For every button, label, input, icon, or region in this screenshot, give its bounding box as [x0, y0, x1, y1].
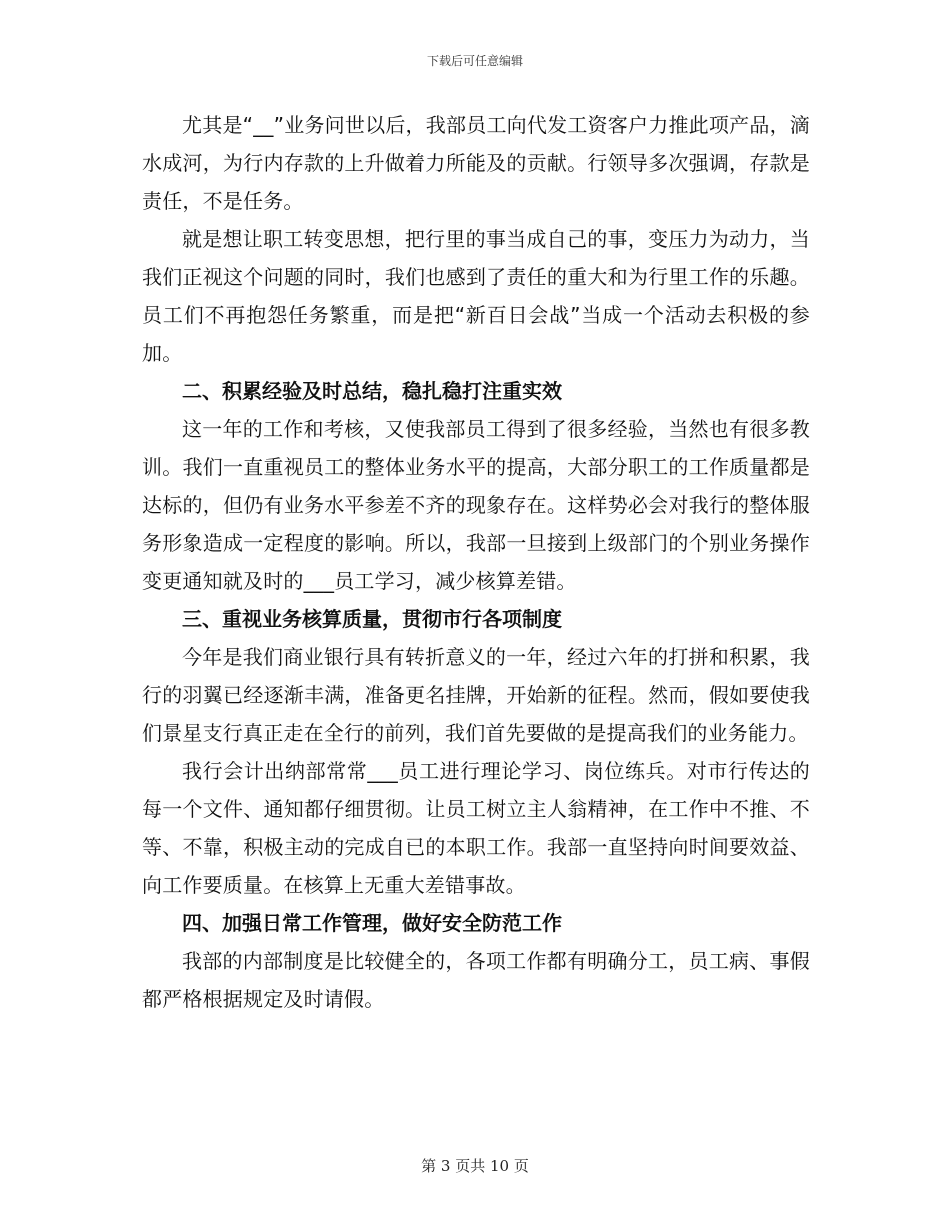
section-heading-3: 三、重视业务核算质量，贯彻市行各项制度	[182, 607, 562, 631]
paragraph-1: 尤其是“__”业务问世以后，我部员工向代发工资客户力推此项产品，滴水成河，为行内存款的上升做着力所能及的贡献。行领导多次强调，存款是责任，不是任务。	[142, 113, 810, 213]
page-header: 下载后可任意编辑	[426, 54, 523, 68]
paragraph-6: 我部的内部制度是比较健全的，各项工作都有明确分工，员工病、事假都严格根据规定及时请假。	[142, 949, 810, 1011]
document-body	[142, 106, 810, 1018]
page-footer: 第 3 页共 10 页	[421, 1157, 529, 1175]
section-heading-2: 二、积累经验及时总结，稳扎稳打注重实效	[182, 379, 562, 403]
paragraph-4: 今年是我们商业银行具有转折意义的一年，经过六年的打拼和积累，我行的羽翼已经逐渐丰满，准备更名挂牌，开始新的征程。然而，假如要使我们景星支行真正走在全行的前列，我们首先要做的是提高我们的业务能力。	[142, 645, 810, 745]
paragraph-2: 就是想让职工转变思想，把行里的事当成自己的事，变压力为动力，当我们正视这个问题的同时，我们也感到了责任的重大和为行里工作的乐趣。员工们不再抱怨任务繁重，而是把“新百日会战”当成一个活动去积极的参加。	[142, 227, 810, 365]
section-heading-4: 四、加强日常工作管理，做好安全防范工作	[182, 911, 562, 935]
paragraph-5: 我行会计出纳部常常___员工进行理论学习、岗位练兵。对市行传达的每一个文件、通知都仔细贯彻。让员工树立主人翁精神，在工作中不推、不等、不靠，积极主动的完成自已的本职工作。我部一直坚持向时间要效益、向工作要质量。在核算上无重大差错事故。	[142, 759, 810, 897]
paragraph-3: 这一年的工作和考核，又使我部员工得到了很多经验，当然也有很多教训。我们一直重视员工的整体业务水平的提高，大部分职工的工作质量都是达标的，但仍有业务水平参差不齐的现象存在。这样势必会对我行的整体服务形象造成一定程度的影响。所以，我部一旦接到上级部门的个别业务操作变更通知就及时的___员工学习，减少核算差错。	[142, 417, 810, 593]
